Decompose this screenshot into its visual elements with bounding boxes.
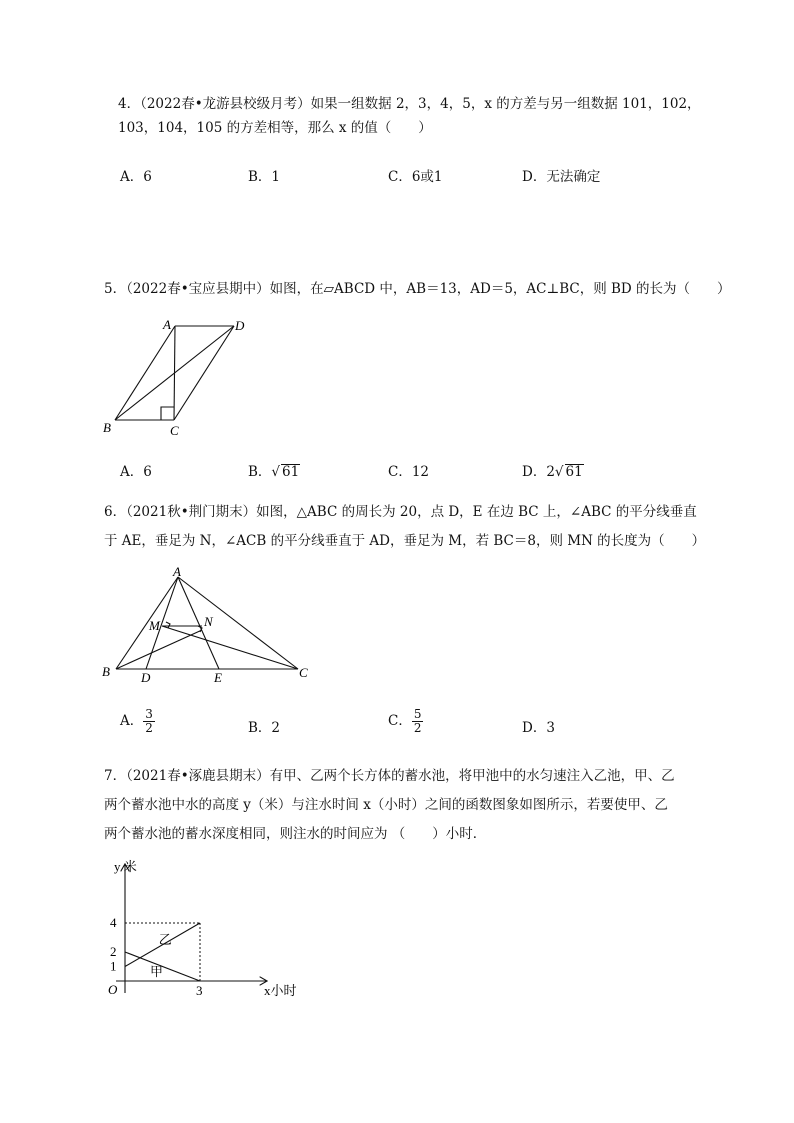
edge-ab [115, 326, 175, 420]
option-c[interactable]: C．12 [388, 464, 430, 480]
question-text: 有甲、乙两个长方体的蓄水池，将甲池中的水匀速注入乙池，甲、乙 [269, 768, 675, 784]
triangle-figure [98, 562, 318, 687]
question-6-line-2: 于 AE，垂足为 N，∠ACB 的平分线垂直于 AD，垂足为 M，若 BC＝8，则 MN 的长度为（ ） [104, 533, 706, 549]
option-a[interactable]: A． $\frac{3}{2}$ [120, 707, 153, 735]
edge-cd [174, 326, 234, 420]
label-n: N [204, 614, 213, 629]
sqrt-radicand: 61 [282, 464, 300, 480]
question-text: 如图，在▱ABCD 中，AB＝13，AD＝5，AC⊥BC，则 BD 的长为（ ） [269, 281, 731, 297]
sqrt-symbol: √ [554, 464, 564, 480]
question-text: 如图，△ABC 的周长为 20，点 D，E 在边 BC 上，∠ABC 的平分线垂直 [256, 504, 697, 520]
y-tick-label: 2 [110, 944, 117, 959]
question-number: 4 [118, 96, 127, 112]
series-label: 甲 [150, 963, 164, 979]
question-source: （2021春•涿鹿县期末） [126, 768, 270, 784]
x-axis-label: x小时 [264, 983, 297, 998]
question-7-line-3: 两个蓄水池的蓄水深度相同，则注水的时间应为 （ ）小时． [104, 826, 487, 842]
bisector-c [162, 626, 298, 669]
y-tick-label: 4 [110, 915, 117, 930]
question-7-line-1: 7．（2021春•涿鹿县期末）有甲、乙两个长方体的蓄水池，将甲池中的水匀速注入乙池，甲、乙 [104, 768, 675, 784]
label-a: A [163, 317, 171, 332]
label-b: B [103, 420, 111, 435]
label-c: C [299, 665, 308, 680]
option-c[interactable]: C． $\frac{5}{2}$ [388, 707, 422, 735]
question-number: 6 [104, 504, 113, 520]
label-b: B [102, 664, 110, 679]
label-e: E [214, 670, 222, 685]
question-6-line-1: 6．（2021秋•荆门期末）如图，△ABC 的周长为 20，点 D，E 在边 BC 上，∠ABC 的平分线垂直 [104, 504, 697, 520]
right-angle-mark [161, 407, 174, 420]
option-d[interactable]: D．2√ 61 [522, 464, 583, 480]
question-source: （2022春•龙游县校级月考） [140, 96, 311, 112]
segment-ae [178, 577, 219, 669]
question-6 [104, 500, 705, 553]
question-source: （2021秋•荆门期末） [126, 504, 257, 520]
option-a[interactable]: A．6 [120, 464, 152, 480]
origin-label: O [108, 982, 118, 997]
label-m: M [149, 618, 160, 633]
question-source: （2022春•宝应县期中） [126, 281, 270, 297]
option-a[interactable]: A．6 [120, 169, 152, 185]
sqrt-radicand: 61 [565, 464, 583, 480]
question-number: 5 [104, 281, 113, 297]
y-tick-label: 1 [110, 958, 117, 974]
fraction: $\frac{3}{2}$ [145, 707, 153, 735]
option-d[interactable]: D．无法确定 [522, 169, 601, 185]
water-level-chart [100, 855, 315, 1005]
question-text: 如果一组数据 2，3，4，5，x 的方差与另一组数据 101，102， [310, 96, 701, 112]
question-4-line-2: 103，104，105 的方差相等，那么 x 的值（ ） [118, 120, 432, 136]
x-tick-label: 3 [196, 983, 203, 998]
option-b[interactable]: B．1 [248, 169, 281, 185]
label-c: C [170, 423, 179, 438]
series-label: 乙 [158, 932, 172, 948]
option-c[interactable]: C．6或1 [388, 169, 443, 185]
parallelogram-figure [100, 315, 260, 440]
question-number: 7 [104, 768, 113, 784]
question-7 [104, 764, 675, 846]
label-a: A [173, 564, 181, 579]
question-4 [118, 92, 701, 140]
option-d[interactable]: D．3 [522, 720, 555, 736]
question-4-line-1: 4．（2022春•龙游县校级月考）如果一组数据 2，3，4，5，x 的方差与另一组数据 101，102， [118, 96, 701, 112]
edge-ac [178, 577, 298, 669]
option-b[interactable]: B．√ 61 [248, 464, 300, 480]
question-7-line-2: 两个蓄水池中水的高度 y（米）与注水时间 x（小时）之间的函数图象如图所示，若要使甲、乙 [104, 797, 668, 813]
question-5: 5．（2022春•宝应县期中）如图，在▱ABCD 中，AB＝13，AD＝5，AC⊥BC，则 BD 的长为（ ） [104, 281, 731, 297]
label-d: D [235, 318, 245, 333]
label-d: D [141, 670, 151, 685]
option-b[interactable]: B．2 [248, 720, 281, 736]
sqrt-symbol: √ [271, 464, 281, 480]
fraction: $\frac{5}{2}$ [413, 707, 422, 735]
y-axis-label: y 米 [114, 859, 137, 874]
